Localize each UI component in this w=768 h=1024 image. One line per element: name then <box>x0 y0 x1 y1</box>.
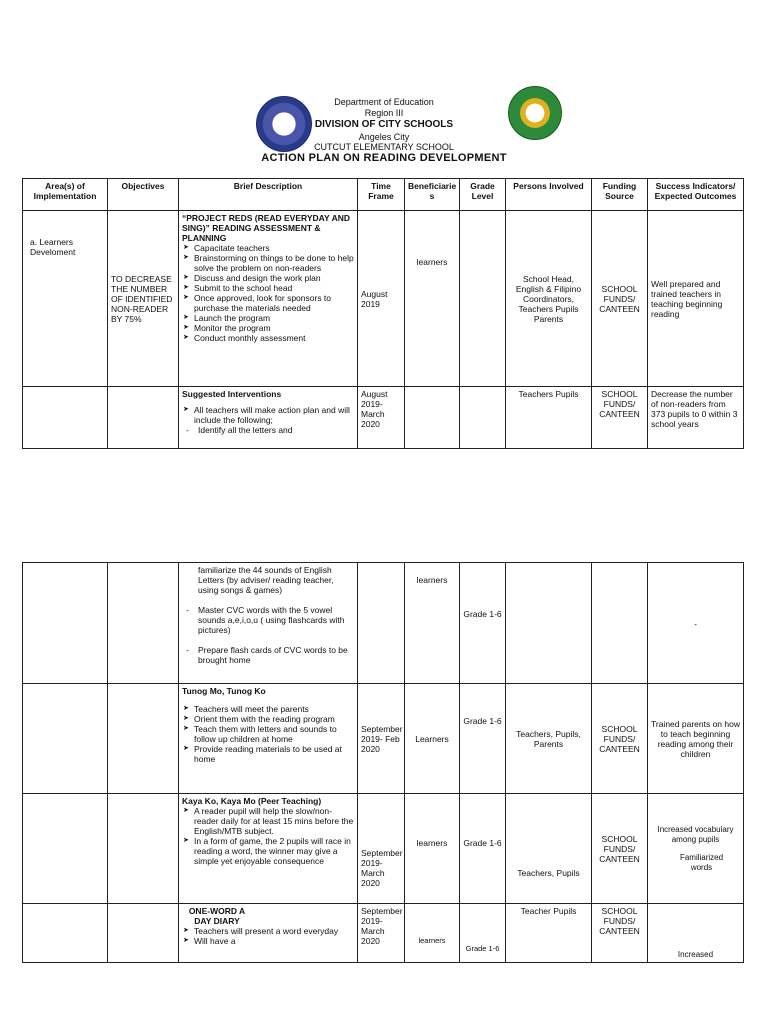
header-city: Angeles City <box>358 132 410 142</box>
expected-outcome: Familiarized words <box>679 852 724 872</box>
table-row <box>23 211 744 387</box>
dash-item: - Prepare flash cards of CVC words to be brought home <box>182 645 354 665</box>
time-frame: September 2019- March 2020 <box>358 904 405 963</box>
list-item: ➤ Teach them with letters and sounds to follow up children at home <box>194 724 354 744</box>
header-region: Region III <box>364 108 404 118</box>
funding-source: SCHOOL FUNDS/ CANTEEN <box>592 387 648 449</box>
beneficiaries: learners <box>416 575 448 585</box>
objective-text: TO DECREASE THE NUMBER OF IDENTIFIED NON-READER BY 75% <box>108 211 179 387</box>
beneficiaries: learners <box>416 257 448 267</box>
col-funding: Funding Source <box>592 179 648 211</box>
expected-outcome: Well prepared and trained teachers in teaching beginning reading <box>648 211 744 387</box>
dash-item: - Identify all the letters and <box>182 425 354 435</box>
list-item: ➤ Teachers will meet the parents <box>194 704 354 714</box>
list-item: ➤ Will have a <box>194 936 354 946</box>
col-grade-level: Grade Level <box>460 179 506 211</box>
dash-item: - Master CVC words with the 5 vowel sounds a,e,i,o,u ( using flashcards with pictures) <box>182 605 354 635</box>
time-frame: September 2019- March 2020 <box>361 848 403 888</box>
beneficiaries: learners <box>418 936 446 945</box>
col-time-frame: Time Frame <box>358 179 405 211</box>
time-frame: August 2019- March 2020 <box>358 387 405 449</box>
table-header-row <box>23 179 744 211</box>
table-row <box>23 563 744 684</box>
grade-level: Grade 1-6 <box>465 944 500 953</box>
bullet-list <box>182 806 354 866</box>
persons-involved: Teachers Pupils <box>506 387 592 449</box>
program-title: ONE-WORD A DAY DIARY <box>188 906 246 926</box>
col-area: Area(s) of Implementation <box>23 179 108 211</box>
list-item: ➤ Submit to the school head <box>194 283 354 293</box>
persons-involved: Teacher Pupils <box>506 904 592 963</box>
program-title: Tunog Mo, Tunog Ko <box>182 686 266 696</box>
header-school: CUTCUT ELEMENTARY SCHOOL <box>314 142 454 152</box>
continued-text: familiarize the 44 sounds of English Letters (by adviser/ reading teacher, using songs & games) <box>198 565 334 595</box>
table-row <box>23 387 744 449</box>
expected-outcome: Trained parents on how to teach beginning reading among their children <box>648 684 744 794</box>
persons-involved: Teachers, Pupils, Parents <box>506 684 592 794</box>
list-item: ➤ Provide reading materials to be used at home <box>194 744 354 764</box>
col-outcomes: Success Indicators/ Expected Outcomes <box>648 179 744 211</box>
list-item: ➤ Brainstorming on things to be done to help solve the problem on non-readers <box>194 253 354 273</box>
header-division: DIVISION OF CITY SCHOOLS <box>314 119 454 130</box>
col-objectives: Objectives <box>108 179 179 211</box>
list-item: ➤ Orient them with the reading program <box>194 714 354 724</box>
action-plan-table-top <box>22 178 744 449</box>
list-item: ➤ A reader pupil will help the slow/non-reader daily for at least 15 mins before the English/MTB subject. <box>194 806 354 836</box>
list-item: ➤ Capacitate teachers <box>194 243 354 253</box>
header-department: Department of Education <box>334 97 434 107</box>
time-frame: August 2019 <box>358 211 405 387</box>
expected-outcome: Decrease the number of non-readers from 373 pupils to 0 within 3 school years <box>648 387 744 449</box>
bullet-list <box>182 926 354 946</box>
list-item: ➤ In a form of game, the 2 pupils will race in reading a word, the winner may give a simple yet enjoyable consequence <box>194 836 354 866</box>
list-item: ➤ Discuss and design the work plan <box>194 273 354 283</box>
list-item: ➤ Launch the program <box>194 313 354 323</box>
grade-level: Grade 1-6 <box>463 609 502 619</box>
beneficiaries: Learners <box>405 684 460 794</box>
document-title: ACTION PLAN ON READING DEVELOPMENT <box>261 152 507 164</box>
funding-source: SCHOOL FUNDS/ CANTEEN <box>592 904 648 963</box>
col-description: Brief Description <box>179 179 358 211</box>
bullet-list <box>182 243 354 343</box>
table-row <box>23 904 744 963</box>
col-beneficiaries: Beneficiarie s <box>405 179 460 211</box>
time-frame: September 2019- Feb 2020 <box>358 684 405 794</box>
funding-source: SCHOOL FUNDS/ CANTEEN <box>592 211 648 387</box>
beneficiaries: learners <box>416 838 448 848</box>
list-item: ➤ All teachers will make action plan and will include the following; <box>194 405 354 425</box>
bullet-list <box>182 405 354 425</box>
action-plan-table-bottom <box>22 562 744 963</box>
col-persons: Persons Involved <box>506 179 592 211</box>
funding-source: SCHOOL FUNDS/ CANTEEN <box>592 794 648 904</box>
persons-involved: School Head, English & Filipino Coordinators, Teachers Pupils Parents <box>506 211 592 387</box>
funding-source: SCHOOL FUNDS/ CANTEEN <box>592 684 648 794</box>
expected-outcome: Increased vocabulary among pupils <box>657 824 734 844</box>
list-item: ➤ Once approved, look for sponsors to purchase the materials needed <box>194 293 354 313</box>
area-text: a. Learners Develoment <box>30 237 76 257</box>
grade-level: Grade 1-6 <box>463 716 502 726</box>
program-title: Kaya Ko, Kaya Mo (Peer Teaching) <box>182 796 322 806</box>
table-row <box>23 794 744 904</box>
persons-involved: Teachers, Pupils <box>517 868 580 878</box>
grade-level: Grade 1-6 <box>463 838 502 848</box>
list-item: ➤ Conduct monthly assessment <box>194 333 354 343</box>
list-item: ➤ Monitor the program <box>194 323 354 333</box>
project-title: “PROJECT REDS (READ EVERYDAY AND SING)” READING ASSESSMENT & PLANNING <box>182 213 350 243</box>
expected-outcome: - <box>694 619 697 629</box>
bullet-list <box>182 704 354 764</box>
list-item: ➤ Teachers will present a word everyday <box>194 926 354 936</box>
table-row <box>23 684 744 794</box>
expected-outcome: Increased <box>677 950 714 959</box>
interventions-title: Suggested Interventions <box>182 389 282 399</box>
